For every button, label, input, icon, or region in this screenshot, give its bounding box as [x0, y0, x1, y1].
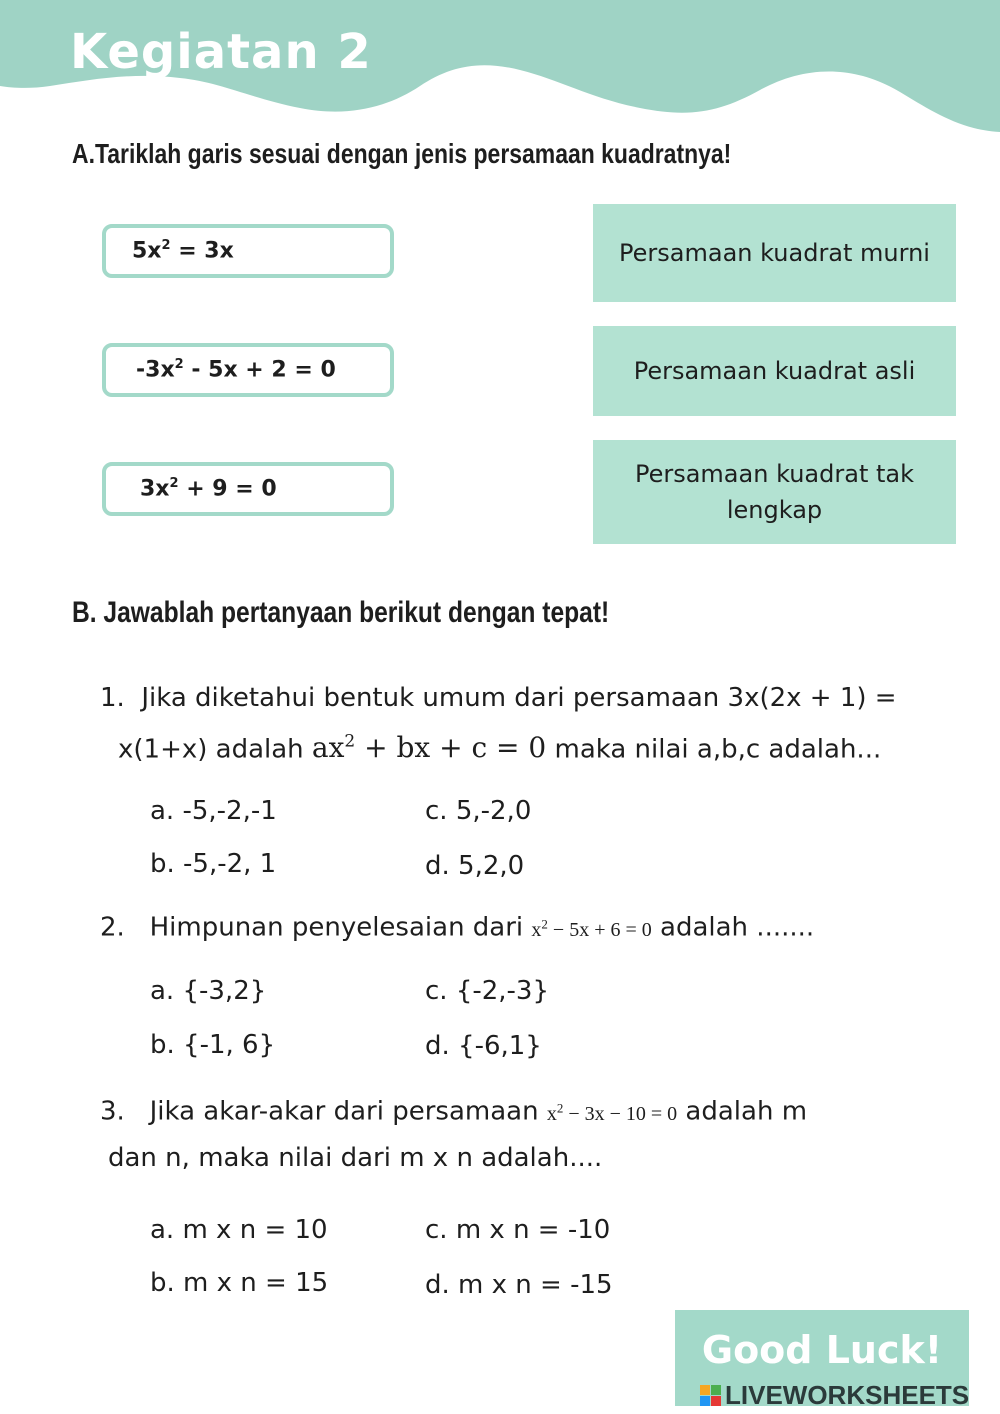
q1-option-c[interactable]: c. 5,-2,0: [425, 796, 532, 826]
question-number: 2.: [100, 912, 125, 943]
formula-q2: $x^2 - 5x + 6 = 0$: [531, 916, 652, 941]
equation-2: $-3x^2 - 5x + 2 = 0$: [136, 357, 336, 383]
category-box-murni[interactable]: [593, 204, 956, 302]
question-3: 3. Jika akar-akar dari persamaan $x^2 - 3x - 10 = 0$ adalah m dan n, maka nilai dari m x n adalah....: [100, 1096, 808, 1173]
formula-general: $ax^2$ + bx + c = 0: [311, 731, 547, 765]
liveworksheets-logo: LIVEWORKSHEETS: [700, 1380, 969, 1411]
q1-option-b[interactable]: b. -5,-2, 1: [150, 849, 277, 879]
equation-1: $5x^2 = 3x$: [132, 238, 234, 264]
q1-option-a[interactable]: a. -5,-2,-1: [150, 796, 277, 826]
question-2: 2. Himpunan penyelesaian dari $x^2 - 5x + 6 = 0$ adalah .......: [100, 912, 815, 943]
q3-option-b[interactable]: b. m x n = 15: [150, 1268, 329, 1298]
q3-option-d[interactable]: d. m x n = -15: [425, 1270, 613, 1300]
equation-box-3[interactable]: [102, 462, 394, 516]
liveworksheets-icon: [700, 1385, 721, 1406]
section-a-instruction: A.Tariklah garis sesuai dengan jenis persamaan kuadratnya!: [72, 138, 732, 169]
category-label-3: Persamaan kuadrat tak lengkap: [634, 460, 915, 524]
category-box-tak-lengkap[interactable]: [593, 440, 956, 544]
question-number: 3.: [100, 1096, 125, 1127]
question-number: 1.: [100, 683, 125, 713]
category-box-asli[interactable]: [593, 326, 956, 416]
good-luck-banner: Good Luck!: [675, 1310, 969, 1406]
q1-option-d[interactable]: d. 5,2,0: [425, 851, 525, 881]
equation-box-1[interactable]: [102, 224, 394, 278]
q3-option-c[interactable]: c. m x n = -10: [425, 1215, 611, 1245]
category-label-2: Persamaan kuadrat asli: [633, 357, 916, 385]
formula-q3: $x^2 - 3x - 10 = 0$: [546, 1100, 678, 1125]
q2-option-c[interactable]: c. {-2,-3}: [425, 976, 550, 1006]
question-1: 1. Jika diketahui bentuk umum dari persamaan 3x(2x + 1) = x(1+x) adalah $ax^2$ + bx + c = 0 maka nilai a,b,c adalah...: [100, 683, 897, 765]
q2-option-d[interactable]: d. {-6,1}: [425, 1031, 542, 1061]
q2-option-a[interactable]: a. {-3,2}: [150, 976, 267, 1006]
page-title: Kegiatan 2: [70, 24, 372, 80]
category-label-1: Persamaan kuadrat murni: [619, 239, 930, 267]
equation-box-2[interactable]: [102, 343, 394, 397]
q2-option-b[interactable]: b. {-1, 6}: [150, 1030, 276, 1060]
section-b-instruction: B. Jawablah pertanyaan berikut dengan tepat!: [72, 596, 610, 629]
equation-3: $3x^2 + 9 = 0$: [140, 476, 277, 502]
q3-option-a[interactable]: a. m x n = 10: [150, 1215, 328, 1245]
